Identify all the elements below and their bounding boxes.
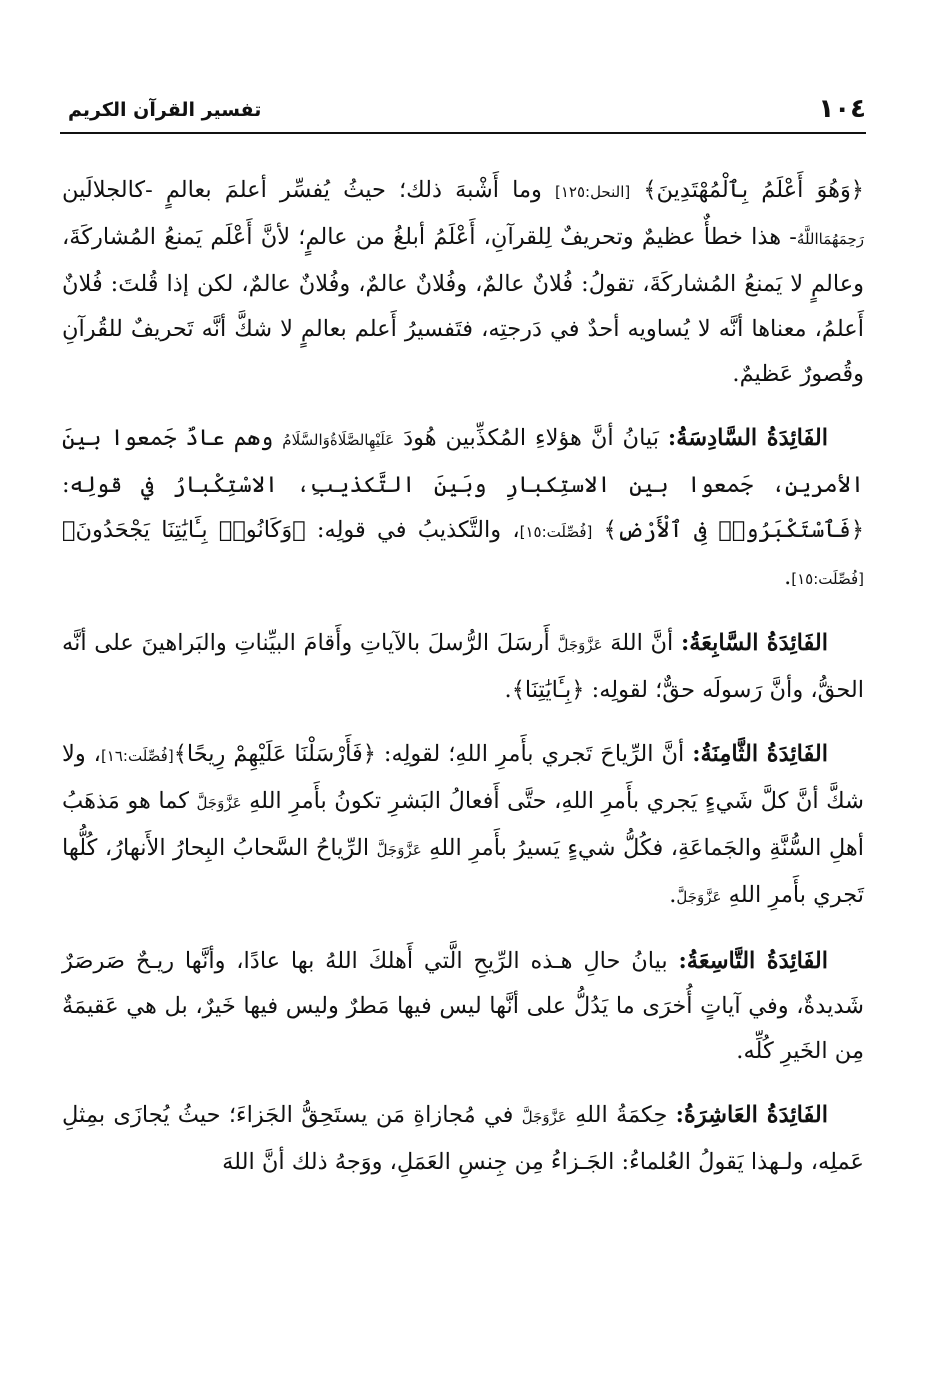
honorific: عَزَّوَجَلَّ xyxy=(676,888,722,906)
honorific: عَزَّوَجَلَّ xyxy=(557,636,603,654)
page-number: ١٠٤ xyxy=(818,94,866,124)
honorific: عَلَيْهِالصَّلَاةُوَالسَّلَامُ xyxy=(282,431,395,449)
paragraph-text: . xyxy=(504,677,512,703)
paragraph-text: حِكمَةُ اللهِ xyxy=(566,1102,676,1128)
paragraph-text: بَيانُ أنَّ هؤلاءِ المُكذِّبين هُودَ xyxy=(394,425,668,451)
page-header xyxy=(60,92,866,134)
benefit-heading: الفَائِدَةُ الثَّامِنَةُ: xyxy=(692,741,829,767)
quran-verse: ﴿وَكَانُوا۟ بِـَٔايَٰتِنَا يَجْحَدُونَ﴾ xyxy=(62,517,306,543)
benefit-heading: الفَائِدَةُ السَّادِسَةُ: xyxy=(667,425,828,451)
benefit-seven xyxy=(62,621,864,713)
paragraph-text: وهم عادٌ جَمعوا بينَ الأمرينِ، جَمعوا بين الاستِكبارِ وبَينَ التَّكذيبِ، الاسْتِكْبارُ في قولِه: xyxy=(62,425,864,498)
benefit-heading: الفَائِدَةُ السَّابِعَةُ: xyxy=(680,630,828,656)
honorific: رَحِمَهُمَااللَّهُ xyxy=(796,230,864,248)
paragraph-text: ، ولا شكَّ أنَّ كلَّ شَيءٍ يَجري بأَمرِ اللهِ، حتَّى أَفعالُ البَشرِ تكونُ بأَمرِ اللهِ xyxy=(62,741,864,814)
quran-verse: ﴿فَأَرْسَلْنَا عَلَيْهِمْ رِيحًا﴾ xyxy=(173,741,376,767)
benefit-eight xyxy=(62,732,864,920)
benefit-nine xyxy=(62,939,864,1074)
verse-reference: [فُصِّلَت:١٥] xyxy=(519,523,593,541)
verse-reference: [فُصِّلَت:١٦] xyxy=(100,747,174,765)
honorific: عَزَّوَجَلَّ xyxy=(521,1108,567,1126)
benefit-ten xyxy=(62,1093,864,1185)
quran-verse: ﴿وَهُوَ أَعْلَمُ بِٱلْمُهْتَدِينَ﴾ xyxy=(643,177,864,203)
quran-verse: ﴿بِـَٔايَٰتِنَا﴾ xyxy=(511,677,585,703)
paragraph-text: أَرسَلَ الرُّسلَ بالآياتِ وأَقامَ البيِّناتِ والبَراهينَ على أنَّه الحقُّ، وأنَّ رَسولَه حقٌّ؛ لقولِه: xyxy=(62,630,864,703)
paragraph-text: كما هو مَذهَبُ أهلِ السُّنَّةِ والجَماعَةِ، فكُلُّ شيءٍ يَسيرُ بأَمرِ اللهِ xyxy=(62,788,864,861)
paragraph-text: وما أَشْبهَ ذلك؛ حيثُ يُفسِّر أعلمَ بعالمٍ -كالجلالَين xyxy=(62,177,555,203)
paragraph-text: . xyxy=(784,564,792,590)
page-body xyxy=(62,168,864,1204)
book-title: تفسير القرآن الكريم xyxy=(68,99,262,121)
verse-reference: [النحل:١٢٥] xyxy=(554,183,631,201)
paragraph-text: - هذا خطأٌ عظيمٌ وتحريفٌ لِلقرآنِ، أَعْلَمُ أبلغُ من عالمٍ؛ لأنَّ أَعْلَم يَمنعُ المُشاركَةَ، وعالمٍ لا يَمنعُ المُشاركَةَ، تقولُ: فُلانٌ عالمٌ، وفُلانٌ عالمٌ، وفُلانٌ عالمٌ، لكن إذا قُلتَ: فُلانٌ أَعلمُ، معناها أنَّه لا يُساويه أحدٌ في دَرجتِه، فتَفسيرُ أَعلم بعالمٍ لا شكَّ أنَّه تَحريفٌ للقُرآنِ وقُصورٌ عَظيمٌ. xyxy=(62,224,864,387)
paragraph-text: بيانُ حالِ هـذه الرِّيحِ الَّتي أَهلكَ اللهُ بها عادًا، وأنَّها ريـحٌ صَرصَرٌ شَديدةٌ، وفي آياتٍ أُخرَى ما يَدُلُّ على أنَّها ليس فيها مَطرٌ وليس فيها خَيرٌ، بل هي عَقيمَةٌ مِن الخَيرِ كُلِّه. xyxy=(62,948,864,1064)
honorific: عَزَّوَجَلَّ xyxy=(376,841,422,859)
paragraph-text: في مُجازاةِ مَن يستَحِقُّ الجَزاءَ؛ حيثُ يُجازَى بمِثلِ عَملِه، ولـهذا يَقولُ العُلماءُ: الجَـزاءُ مِن جِنسِ العَمَلِ، ووَجهُ ذلك أنَّ اللهَ xyxy=(62,1102,864,1175)
paragraph-continuation xyxy=(62,168,864,397)
paragraph-text: الرِّياحُ السَّحابُ البِحارُ الأَنهارُ، كُلُّها تَجري بأَمرِ اللهِ xyxy=(62,835,864,908)
paragraph-text: أنَّ الرِّياحَ تَجري بأَمرِ اللهِ؛ لقولِه: xyxy=(375,741,693,767)
benefit-heading: الفَائِدَةُ التَّاسِعَةُ: xyxy=(678,948,828,974)
quran-verse: ﴿فَٱسْتَكْبَرُوا۟ فِى ٱلْأَرْضِ﴾ xyxy=(603,517,865,543)
benefit-heading: الفَائِدَةُ العَاشِرَةُ: xyxy=(675,1102,828,1128)
benefit-six xyxy=(62,416,864,602)
paragraph-text: . xyxy=(669,882,677,908)
honorific: عَزَّوَجَلَّ xyxy=(196,794,242,812)
paragraph-text: ، والتَّكذيبُ في قولِه: xyxy=(305,517,520,543)
verse-reference: [فُصِّلَت:١٥] xyxy=(791,570,864,588)
paragraph-text: أنَّ اللهَ xyxy=(602,630,681,656)
